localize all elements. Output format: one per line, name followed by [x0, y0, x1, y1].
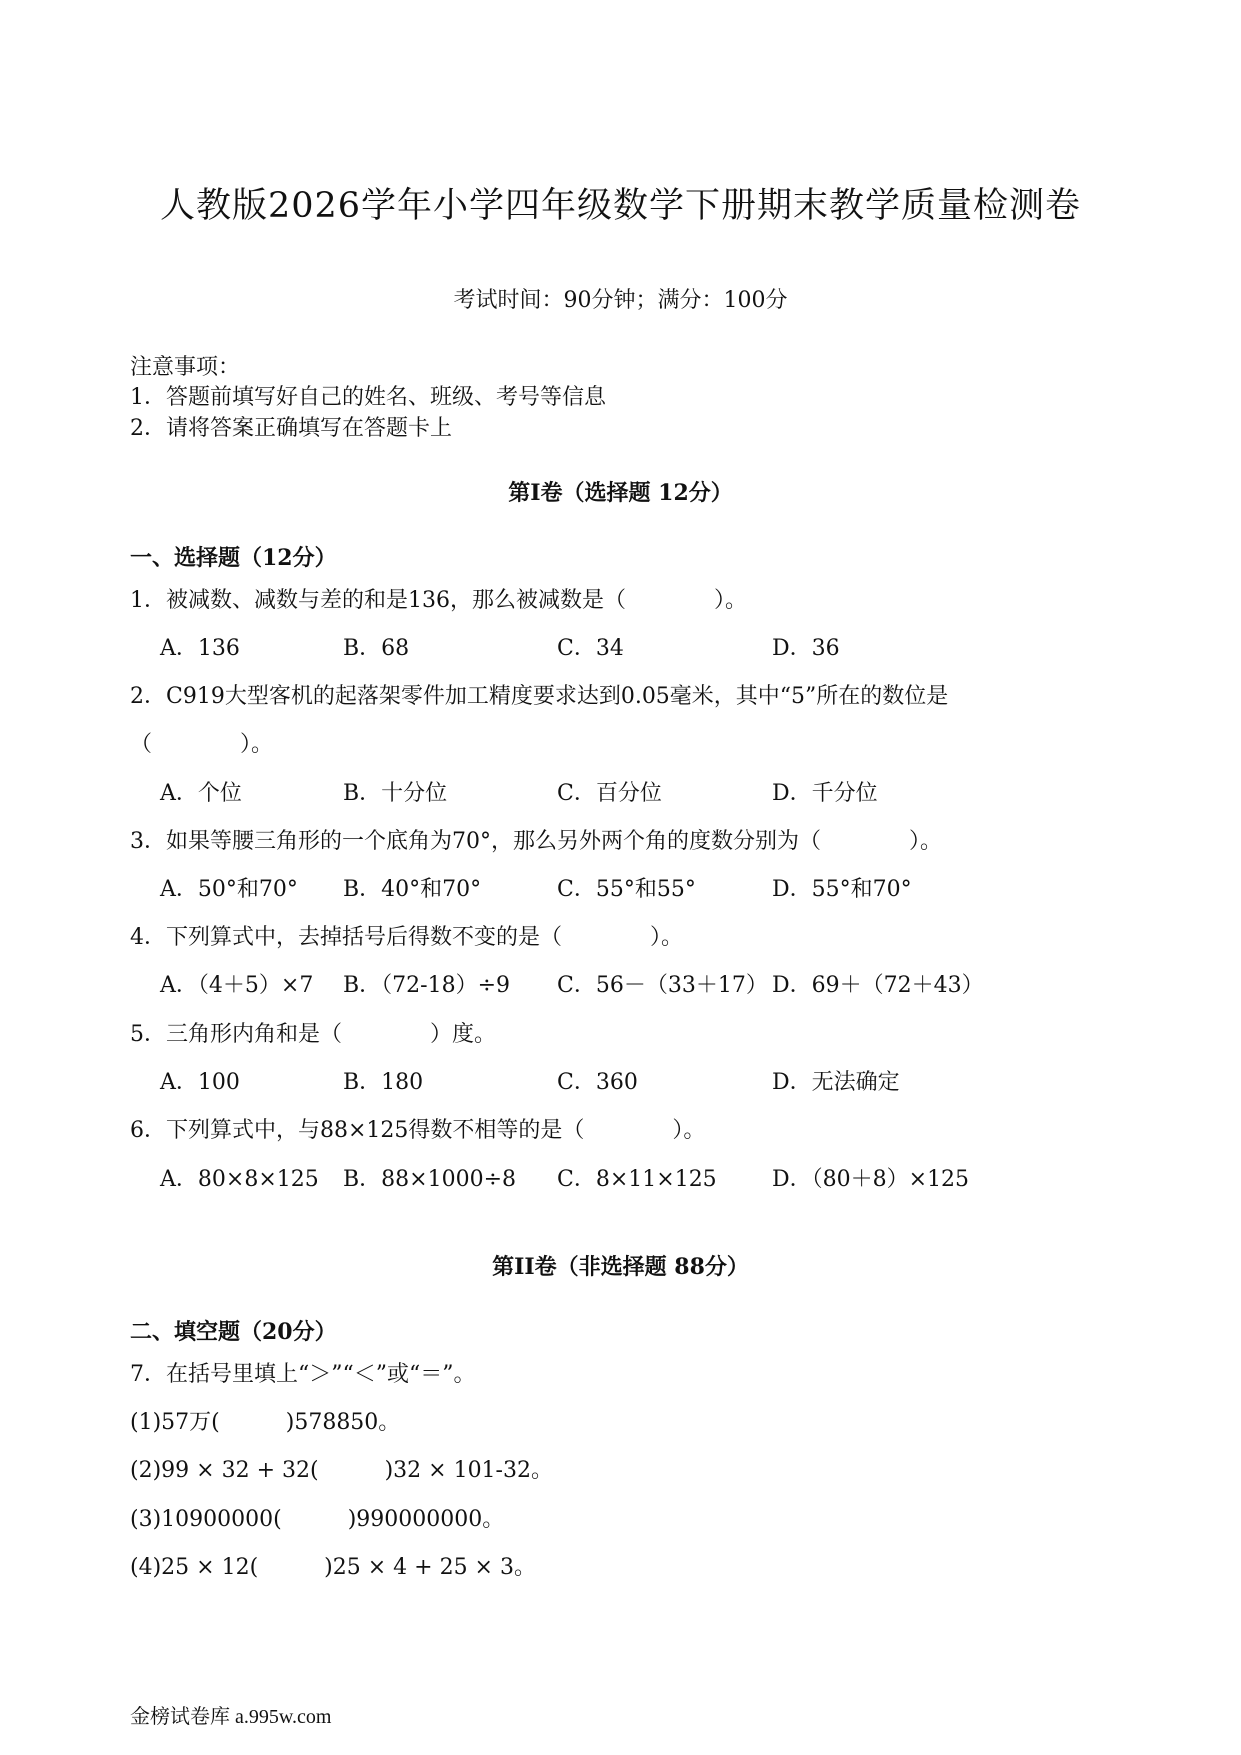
q4-option-d: D．69＋（72＋43） [772, 973, 984, 998]
q4-option-b: B．（72-18）÷9 [343, 973, 511, 998]
question-4: 4．下列算式中，去掉括号后得数不变的是（ ）。 [130, 925, 683, 950]
q5-option-c: C．360 [557, 1070, 638, 1095]
q6-option-d: D．（80＋8）×125 [772, 1167, 970, 1192]
q1-option-c: C．34 [557, 636, 624, 661]
q4-option-c: C．56－（33＋17） [557, 973, 768, 998]
footer-source: 金榜试卷库 a.995w.com [130, 1706, 332, 1728]
q7-item-3: (3)10900000( )990000000。 [130, 1507, 505, 1532]
q1-option-a: A．136 [160, 636, 240, 661]
q4-option-a: A．（4＋5）×7 [160, 973, 314, 998]
question-7: 7．在括号里填上“＞”“＜”或“＝”。 [130, 1362, 476, 1387]
q6-option-a: A．80×8×125 [160, 1167, 319, 1192]
q7-item-1: (1)57万( )578850。 [130, 1410, 401, 1435]
q5-option-b: B．180 [343, 1070, 424, 1095]
q3-option-d: D．55°和70° [772, 877, 912, 902]
q7-item-2: (2)99 × 32 + 32( )32 × 101-32。 [130, 1458, 553, 1483]
q2-option-b: B．十分位 [343, 781, 448, 806]
part2-heading: 第II卷（非选择题 88分） [492, 1254, 749, 1280]
note-item-2: 2．请将答案正确填写在答题卡上 [130, 416, 452, 441]
exam-info: 考试时间：90分钟；满分：100分 [453, 288, 788, 313]
question-6: 6．下列算式中，与88×125得数不相等的是（ ）。 [130, 1118, 706, 1143]
question-3: 3．如果等腰三角形的一个底角为70°，那么另外两个角的度数分别为（ ）。 [130, 829, 942, 854]
q3-option-a: A．50°和70° [160, 877, 298, 902]
q5-option-d: D．无法确定 [772, 1070, 900, 1095]
section1-heading: 一、选择题（12分） [130, 545, 337, 571]
notes-heading: 注意事项： [130, 355, 241, 380]
q5-option-a: A．100 [160, 1070, 240, 1095]
part1-heading: 第I卷（选择题 12分） [508, 480, 733, 506]
q6-option-b: B．88×1000÷8 [343, 1167, 517, 1192]
q3-option-b: B．40°和70° [343, 877, 482, 902]
question-2-cont: （ ）。 [130, 732, 274, 757]
question-1: 1．被减数、减数与差的和是136，那么被减数是（ ）。 [130, 588, 747, 613]
q1-option-d: D．36 [772, 636, 840, 661]
section2-heading: 二、填空题（20分） [130, 1319, 337, 1345]
q2-option-a: A．个位 [160, 781, 242, 806]
page-title: 人教版2026学年小学四年级数学下册期末教学质量检测卷 [159, 186, 1082, 226]
question-2: 2．C919大型客机的起落架零件加工精度要求达到0.05毫米，其中“5”所在的数位是 [130, 684, 949, 709]
note-item-1: 1．答题前填写好自己的姓名、班级、考号等信息 [130, 385, 606, 410]
q1-option-b: B．68 [343, 636, 410, 661]
q3-option-c: C．55°和55° [557, 877, 696, 902]
q2-option-c: C．百分位 [557, 781, 662, 806]
q2-option-d: D．千分位 [772, 781, 878, 806]
q7-item-4: (4)25 × 12( )25 × 4 + 25 × 3。 [130, 1555, 536, 1580]
q6-option-c: C．8×11×125 [557, 1167, 717, 1192]
question-5: 5．三角形内角和是（ ）度。 [130, 1022, 496, 1047]
